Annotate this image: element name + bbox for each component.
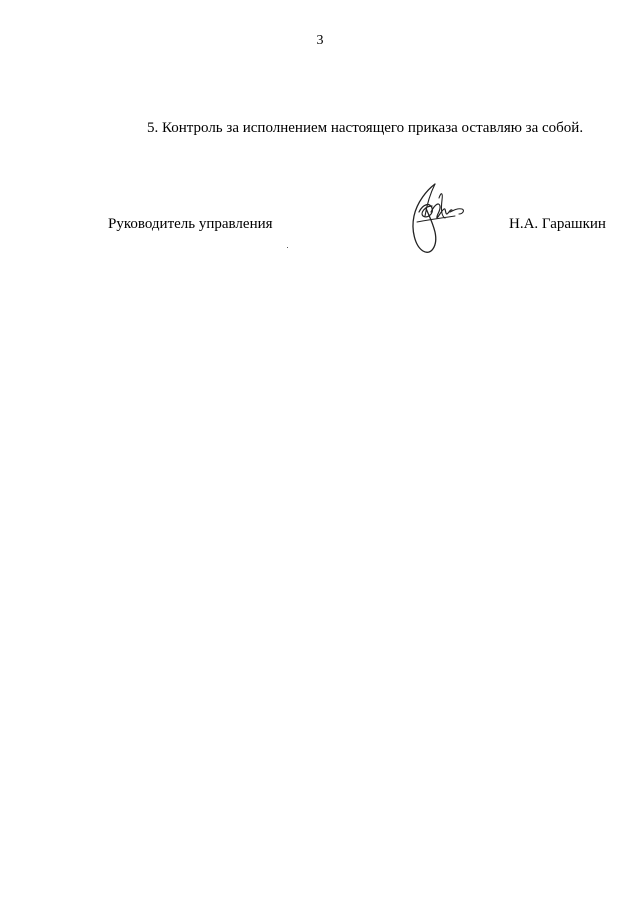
page-number: 3: [316, 33, 324, 48]
paragraph-5-control-clause: 5. Контроль за исполнением настоящего приказа оставляю за собой.: [147, 120, 584, 136]
signer-position: Руководитель управления: [108, 216, 273, 232]
signer-name: Н.А. Гарашкин: [509, 216, 606, 232]
handwritten-signature: [405, 176, 469, 256]
scan-speck: [287, 247, 288, 248]
